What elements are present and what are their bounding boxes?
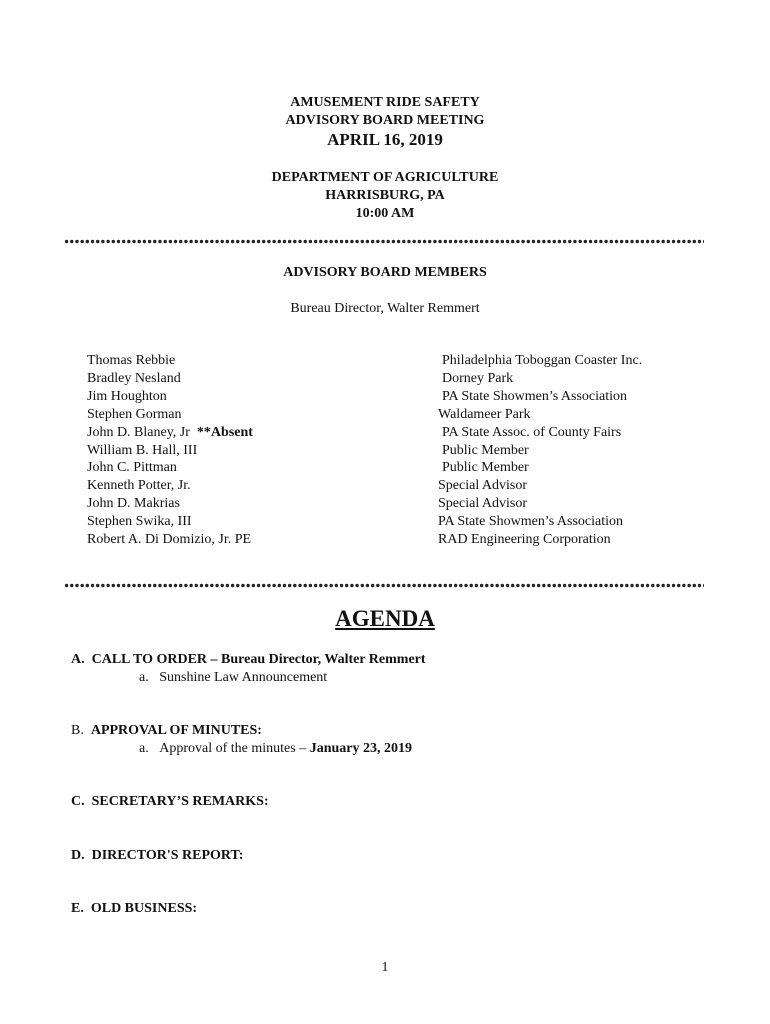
meeting-date: APRIL 16, 2019 bbox=[327, 130, 443, 149]
page-number: 1 bbox=[381, 960, 389, 975]
agenda-item-d bbox=[71, 848, 243, 864]
member-name: John C. Pittman bbox=[87, 460, 177, 476]
agenda-subitem-a bbox=[139, 670, 327, 686]
member-affiliation: Special Advisor bbox=[438, 496, 528, 512]
member-affiliation: Waldameer Park bbox=[438, 406, 531, 422]
member-name: Robert A. Di Domizio, Jr. PE bbox=[87, 532, 252, 548]
agenda-item-label: A. bbox=[71, 652, 85, 667]
agenda-item-text: DIRECTOR'S REPORT: bbox=[91, 848, 244, 863]
member-affiliation: Special Advisor bbox=[438, 478, 528, 494]
member-affiliation: Dorney Park bbox=[442, 370, 514, 386]
member-name: John D. Blaney, Jr bbox=[87, 424, 190, 440]
agenda-subitem-label: a. bbox=[139, 741, 149, 756]
agenda-item-text: OLD BUSINESS: bbox=[90, 901, 198, 916]
agenda-subitem-b bbox=[139, 741, 412, 757]
member-affiliation: PA State Showmen’s Association bbox=[442, 388, 628, 404]
meeting-location: HARRISBURG, PA bbox=[325, 188, 445, 203]
member-names-column bbox=[87, 352, 253, 549]
member-name: Stephen Gorman bbox=[87, 406, 182, 422]
agenda-item-c bbox=[71, 794, 269, 810]
agenda-item-b bbox=[71, 723, 262, 739]
agenda-item-label: E. bbox=[71, 901, 84, 916]
agenda-item-e bbox=[71, 901, 197, 917]
members-heading: ADVISORY BOARD MEMBERS bbox=[283, 265, 487, 280]
meeting-time: 10:00 AM bbox=[355, 206, 415, 221]
agenda-item-a bbox=[71, 652, 426, 668]
member-affiliation: Philadelphia Toboggan Coaster Inc. bbox=[442, 353, 643, 368]
member-name: Jim Houghton bbox=[87, 388, 167, 404]
member-affiliation: PA State Showmen’s Association bbox=[438, 514, 624, 530]
minutes-date: January 23, 2019 bbox=[309, 741, 412, 756]
member-name: William B. Hall, III bbox=[87, 442, 198, 458]
member-name-row-absent bbox=[87, 424, 253, 442]
meeting-title-line2: ADVISORY BOARD MEETING bbox=[285, 113, 485, 128]
dotted-divider-top bbox=[64, 239, 704, 244]
agenda-item-text: SECRETARY’S REMARKS: bbox=[91, 794, 269, 809]
agenda-item-label: B. bbox=[71, 723, 84, 738]
dotted-divider-bottom bbox=[64, 583, 704, 588]
member-affiliation: RAD Engineering Corporation bbox=[438, 532, 611, 548]
member-affiliation: Public Member bbox=[442, 442, 529, 458]
member-name: Stephen Swika, III bbox=[87, 514, 192, 530]
meeting-title-line1: AMUSEMENT RIDE SAFETY bbox=[290, 95, 480, 110]
agenda-subitem-text: Approval of the minutes – bbox=[159, 741, 307, 756]
member-name: John D. Makrias bbox=[87, 496, 180, 512]
member-name: Bradley Nesland bbox=[87, 370, 181, 386]
absent-note: **Absent bbox=[196, 424, 253, 440]
member-affiliation: Public Member bbox=[442, 460, 529, 476]
agenda-title: AGENDA bbox=[335, 606, 435, 631]
agenda-item-label: D. bbox=[71, 848, 85, 863]
member-affiliations-column bbox=[438, 352, 642, 549]
member-name: Thomas Rebbie bbox=[87, 353, 176, 368]
member-name: Kenneth Potter, Jr. bbox=[87, 478, 191, 494]
agenda-subitem-text: Sunshine Law Announcement bbox=[159, 670, 328, 685]
agenda-subitem-label: a. bbox=[139, 670, 149, 685]
member-affiliation: PA State Assoc. of County Fairs bbox=[442, 424, 622, 440]
bureau-director-line: Bureau Director, Walter Remmert bbox=[290, 301, 480, 316]
department-name: DEPARTMENT OF AGRICULTURE bbox=[271, 170, 499, 185]
agenda-item-label: C. bbox=[71, 794, 85, 809]
agenda-item-text: APPROVAL OF MINUTES: bbox=[90, 723, 262, 738]
agenda-item-text: CALL TO ORDER – Bureau Director, Walter Remmert bbox=[91, 652, 426, 667]
